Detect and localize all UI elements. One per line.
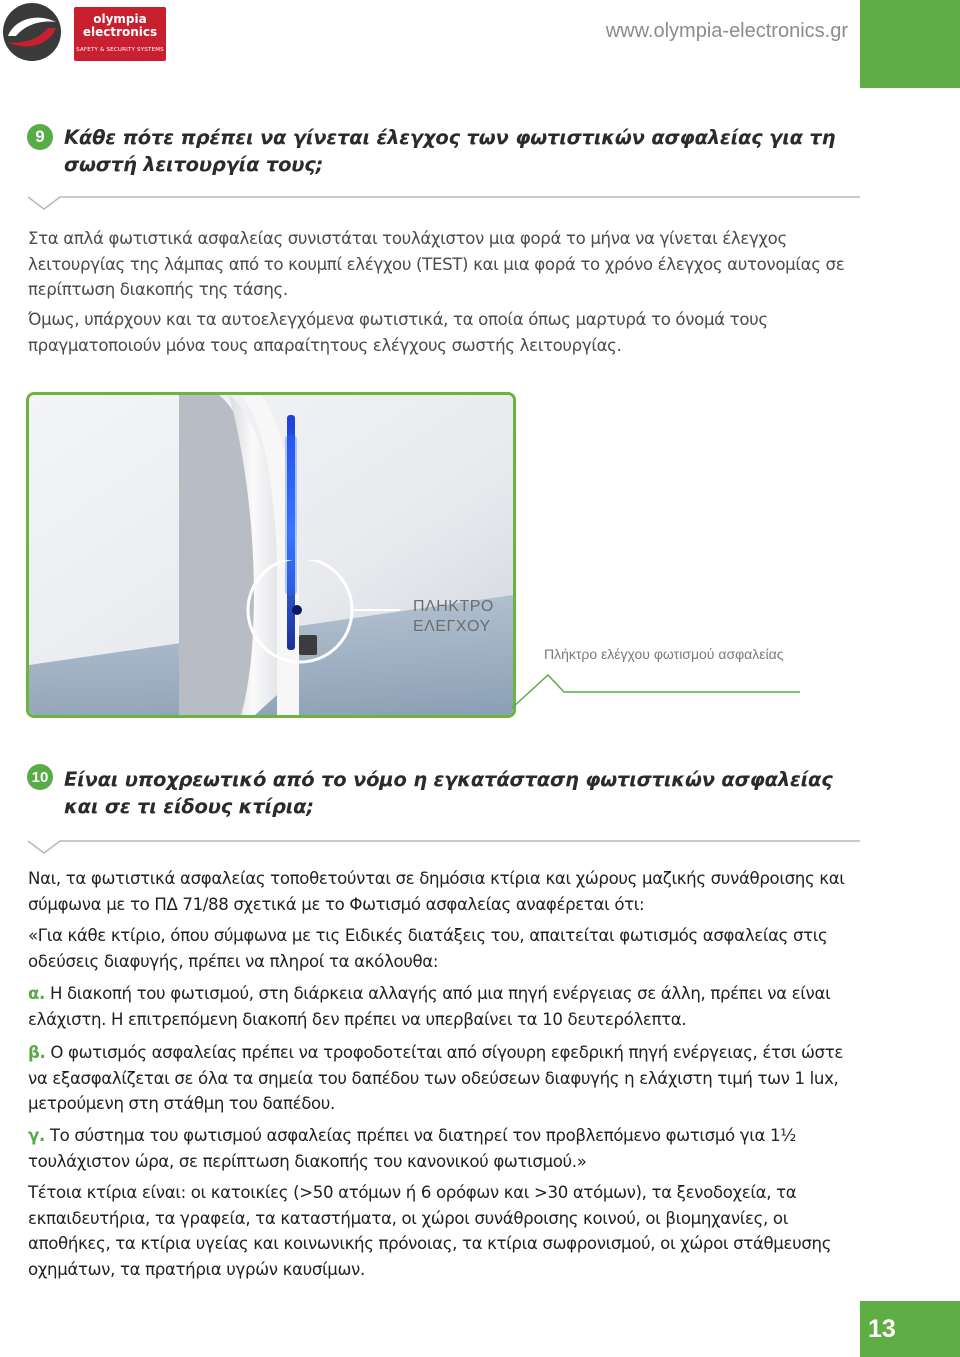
answer-paragraph: Τέτοια κτίρια είναι: οι κατοικίες (>50 ατόμων ή 6 ορόφων και >30 ατόμων), τα ξενοδοχεία, τα εκπαιδευτήρια, τα γραφεία, τα καταστήματα, οι χώροι συνάθροισης κοινού, οι βιομηχανίες, οι αποθήκες, τα κτίρια υγείας και κοινωνικής πρόνοιας, τα κτίρια σωφρονισμού, οι χώροι στάθμευσης οχημάτων, τα πρατήρια υγρών καυσίμων. [28,1183,832,1279]
answer-paragraph: Όμως, υπάρχουν και τα αυτοελεγχόμενα φωτιστικά, τα οποία όπως μαρτυρά το όνομά τους πραγματοποιούν μόνα τους απαραίτητους ελέγχους σωστής λειτουργίας. [28,310,768,355]
list-item-a [28,981,860,1032]
callout-label-line1: ΠΛΗΚΤΡΟ [413,598,494,615]
list-marker: α. [28,984,46,1003]
brand-logo [74,7,166,61]
callout-label-line2: ΕΛΕΓΧΟΥ [413,618,491,635]
list-item-text: Ο φωτισμός ασφαλείας πρέπει να τροφοδοτείται από σίγουρη εφεδρική πηγή ενέργειας, έτσι ώστε να εξασφαλίζεται σε όλα τα σημεία του δαπέδου των οδεύσεων διαφυγής η ελάχιστη τιμή των 1 lux, μετρούμενη στη στάθμη του δαπέδου. [28,1043,843,1113]
product-photo [26,392,516,718]
list-item-c [28,1123,860,1174]
answer-paragraph: Ναι, τα φωτιστικά ασφαλείας τοποθετούνται σε δημόσια κτίρια και χώρους μαζικής συνάθροισης και σύμφωνα με το ΠΔ 71/88 σχετικά με το Φωτισμό ασφαλείας αναφέρεται ότι: [28,869,845,914]
page-number: 13 [860,1301,960,1357]
list-item-text: Το σύστημα του φωτισμού ασφαλείας πρέπει να διατηρεί τον προβλεπόμενο φωτισμό για 1½ τουλάχιστον ώρα, σε περίπτωση διακοπής του κανονικού φωτισμού.» [28,1126,796,1171]
figure-caption: Πλήκτρο ελέγχου φωτισμού ασφαλείας [544,646,784,662]
answer-paragraph: Στα απλά φωτιστικά ασφαλείας συνιστάται τουλάχιστον μια φορά το μήνα να γίνεται έλεγχος λειτουργίας της λάμπας από το κουμπί ελέγχου (TEST) και μια φορά το χρόνο έλεγχος αυτονομίας σε περίπτωση διακοπής της τάσης. [28,229,845,299]
question-title: Κάθε πότε πρέπει να γίνεται έλεγχος των φωτιστικών ασφαλείας για τη σωστή λειτουργία τους; [64,126,836,176]
brand-tagline: SAFETY & SECURITY SYSTEMS [76,47,164,53]
quote-paragraph: «Για κάθε κτίριο, όπου σύμφωνα με τις Ειδικές διατάξεις του, απαιτείται φωτισμός ασφαλείας στις οδεύσεις διαφυγής, πρέπει να πληροί τα ακόλουθα: [28,926,828,971]
list-marker: γ. [28,1126,45,1145]
question-number-badge: 10 [27,764,53,790]
list-item-b [28,1040,860,1117]
website-url[interactable]: www.olympia-electronics.gr [605,20,848,42]
list-item-text: Η διακοπή του φωτισμού, στη διάρκεια αλλαγής από μια πηγή ενέργειας σε άλλη, πρέπει να είναι ελάχιστη. Η επιτρεπόμενη διακοπή δεν πρέπει να υπερβαίνει τα 10 δευτερόλεπτα. [28,984,831,1029]
corner-tab [860,0,960,88]
brand-name-line1: olympia [93,12,147,26]
callout-label [413,597,494,637]
logo-emblem [2,2,62,62]
section-divider [28,196,860,210]
list-marker: β. [28,1043,46,1062]
question-number-badge: 9 [27,124,53,150]
section-divider [28,840,860,854]
question-title: Είναι υποχρεωτικό από το νόμο η εγκατάσταση φωτιστικών ασφαλείας και σε τι είδους κτίρια; [64,768,833,818]
brand-name-line2: electronics [82,25,158,39]
